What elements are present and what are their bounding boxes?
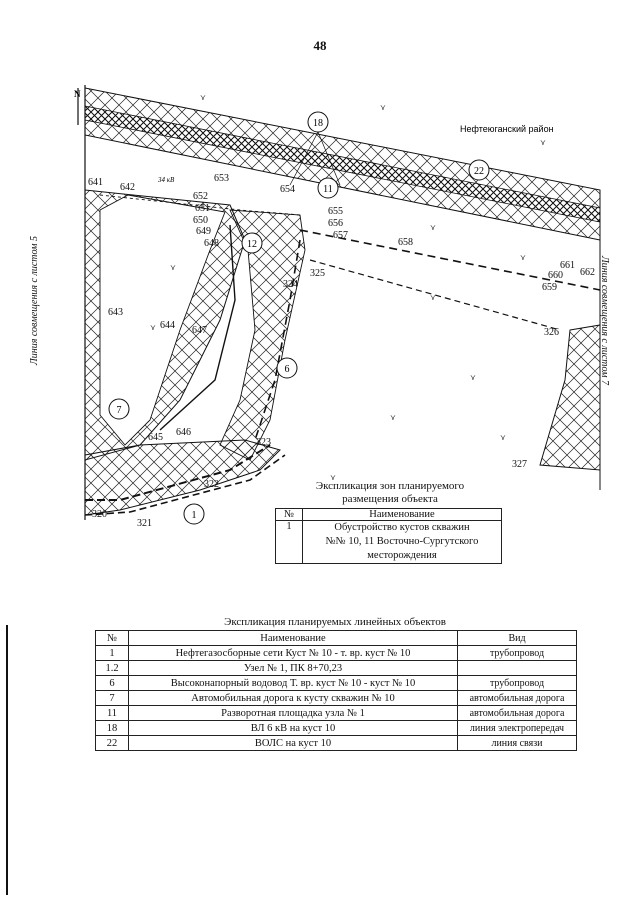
- table-row: [96, 721, 577, 736]
- cell-type: автомобильная дорога: [458, 691, 577, 706]
- objects-header-name: Наименование: [129, 631, 458, 646]
- cell-num: 22: [96, 736, 129, 751]
- point-label: 327: [512, 459, 527, 470]
- point-label: 654: [280, 184, 295, 195]
- zone-legend-name-line: месторождения: [367, 550, 437, 561]
- point-label: 656: [328, 218, 343, 229]
- table-row: [96, 661, 577, 676]
- point-label: 649: [196, 226, 211, 237]
- point-label: 325: [310, 268, 325, 279]
- line-label: 34 кВ: [158, 176, 175, 184]
- cell-type: линия электропередач: [458, 721, 577, 736]
- point-label: 320: [92, 509, 107, 520]
- zone-legend-name-line: Обустройство кустов скважин: [334, 522, 470, 533]
- zone-legend-header-name: Наименование: [303, 509, 502, 521]
- svg-text:11: 11: [323, 184, 333, 195]
- point-label: 658: [398, 237, 413, 248]
- point-label: 648: [204, 238, 219, 249]
- callout-11: [318, 178, 338, 198]
- svg-text:⋎: ⋎: [390, 413, 396, 422]
- zone-legend-title-2: размещения объекта: [342, 493, 438, 505]
- point-label: 324: [283, 279, 298, 290]
- point-label: 659: [542, 282, 557, 293]
- svg-text:⋎: ⋎: [380, 103, 386, 112]
- cell-name: ВОЛС на куст 10: [129, 736, 458, 751]
- svg-text:12: 12: [247, 239, 257, 250]
- svg-text:⋎: ⋎: [330, 473, 336, 482]
- cell-type: трубопровод: [458, 646, 577, 661]
- point-label: 645: [148, 432, 163, 443]
- zone-legend-num: 1: [276, 521, 303, 564]
- callout-18: [308, 112, 328, 132]
- svg-text:18: 18: [313, 118, 323, 129]
- cell-type: [458, 661, 577, 676]
- table-row: [96, 646, 577, 661]
- cell-num: 6: [96, 676, 129, 691]
- svg-text:⋎: ⋎: [430, 293, 436, 302]
- cell-type: автомобильная дорога: [458, 706, 577, 721]
- table-row: [96, 706, 577, 721]
- svg-text:⋎: ⋎: [430, 223, 436, 232]
- cell-num: 1.2: [96, 661, 129, 676]
- svg-text:1: 1: [191, 510, 197, 521]
- point-label: 321: [137, 518, 152, 529]
- point-label: 652: [193, 191, 208, 202]
- point-label: 323: [256, 437, 271, 448]
- objects-header-type: Вид: [458, 631, 577, 646]
- point-label: 662: [580, 267, 595, 278]
- callout-6: [277, 358, 297, 378]
- cell-num: 11: [96, 706, 129, 721]
- point-label: 326: [544, 327, 559, 338]
- svg-text:⋎: ⋎: [170, 263, 176, 272]
- cell-name: ВЛ 6 кВ на куст 10: [129, 721, 458, 736]
- callout-12: [242, 233, 262, 253]
- cell-name: Разворотная площадка узла № 1: [129, 706, 458, 721]
- cell-num: 18: [96, 721, 129, 736]
- cell-name: Нефтегазосборные сети Куст № 10 - т. вр. куст № 10: [129, 646, 458, 661]
- svg-text:⋎: ⋎: [150, 323, 156, 332]
- table-row: [96, 691, 577, 706]
- north-arrow-icon: [74, 88, 81, 125]
- point-label: 651: [195, 203, 210, 214]
- svg-text:⋎: ⋎: [500, 433, 506, 442]
- cell-name: Узел № 1, ПК 8+70,23: [129, 661, 458, 676]
- north-label: N: [74, 89, 81, 99]
- callout-22: [469, 160, 489, 180]
- point-label: 643: [108, 307, 123, 318]
- svg-text:6: 6: [284, 364, 290, 375]
- cell-num: 1: [96, 646, 129, 661]
- zone-legend-name-line: №№ 10, 11 Восточно-Сургутского: [325, 536, 479, 547]
- callout-1: [184, 504, 204, 524]
- point-label: 650: [193, 215, 208, 226]
- cell-name: Автомобильная дорога к кусту скважин № 10: [129, 691, 458, 706]
- point-label: 653: [214, 173, 229, 184]
- objects-legend-title: Экспликация планируемых линейных объектов: [224, 616, 446, 628]
- objects-legend-table: [95, 630, 577, 751]
- cell-type: трубопровод: [458, 676, 577, 691]
- zone-legend-header-num: №: [276, 509, 303, 521]
- point-label: 646: [176, 427, 191, 438]
- sheet-join-left-label: Линия совмещения с листом 5: [29, 235, 41, 366]
- point-label: 644: [160, 320, 175, 331]
- point-label: 322: [204, 479, 219, 490]
- point-label: 660: [548, 270, 563, 281]
- svg-text:⋎: ⋎: [540, 138, 546, 147]
- cell-name: Высоконапорный водовод Т. вр. куст № 10 - куст № 10: [129, 676, 458, 691]
- point-label: 661: [560, 260, 575, 271]
- svg-text:⋎: ⋎: [200, 93, 206, 102]
- cell-num: 7: [96, 691, 129, 706]
- table-row: [96, 736, 577, 751]
- svg-text:⋎: ⋎: [520, 253, 526, 262]
- svg-text:7: 7: [116, 405, 122, 416]
- point-label: 641: [88, 177, 103, 188]
- sheet-join-right-label: Линия совмещения с листом 7: [599, 255, 611, 386]
- callout-7: [109, 399, 129, 419]
- region-label: Нефтеюганский район: [460, 124, 554, 134]
- objects-header-num: №: [96, 631, 129, 646]
- cell-type: линия связи: [458, 736, 577, 751]
- zone-legend-title-1: Экспликация зон планируемого: [315, 480, 465, 492]
- svg-text:⋎: ⋎: [470, 373, 476, 382]
- point-label: 642: [120, 182, 135, 193]
- svg-text:22: 22: [474, 166, 484, 177]
- margin-bar: [6, 625, 8, 895]
- point-label: 647: [192, 325, 207, 336]
- page-number: 48: [313, 38, 327, 53]
- table-row: [276, 521, 502, 564]
- zone-legend-table: [275, 508, 502, 564]
- table-row: [96, 676, 577, 691]
- point-label: 655: [328, 206, 343, 217]
- point-label: 657: [333, 230, 348, 241]
